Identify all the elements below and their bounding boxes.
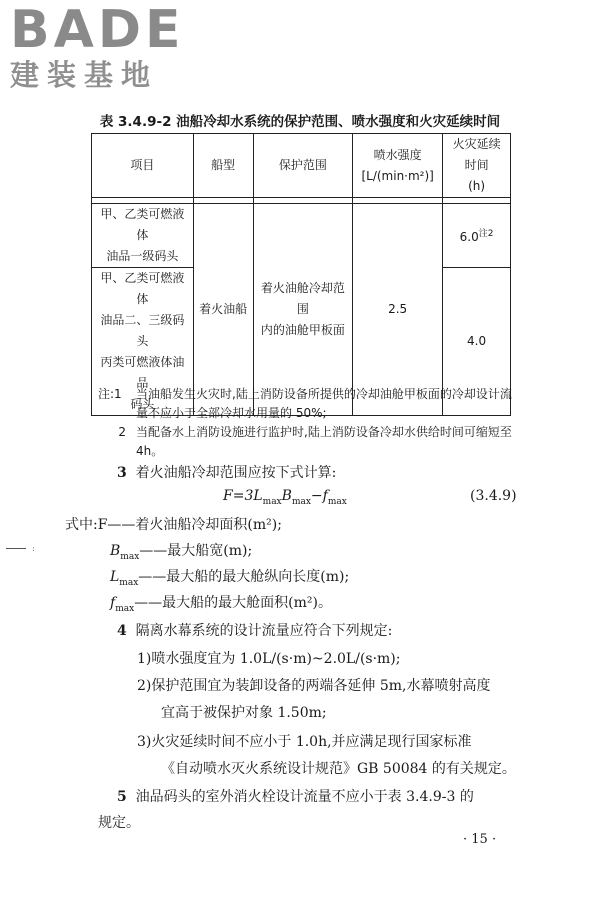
clause-4-number: 4	[117, 623, 127, 639]
row1-duration-note: 注2	[478, 228, 494, 239]
header-intensity	[353, 134, 443, 198]
row1-item-l2: 油品一级码头	[106, 249, 179, 263]
margin-dot: :	[32, 544, 35, 553]
clause-5	[117, 786, 474, 806]
row1-duration-value: 6.0	[459, 229, 479, 244]
note-1	[98, 385, 518, 423]
note-1-line1: 当油船发生火灾时,陆上消防设备所提供的冷却油舱甲板面的冷却设计流	[136, 387, 512, 401]
page-number: · 15 ·	[463, 832, 497, 847]
logo-subtitle: 建装基地	[10, 58, 159, 92]
header-intensity-l1: 喷水强度	[373, 147, 422, 162]
logo-word: BADE	[10, 0, 185, 60]
header-item: 项目	[92, 134, 194, 198]
clause-5-number: 5	[117, 789, 127, 805]
scope-l2: 内的油舱甲板面	[260, 323, 345, 337]
intensity-cell: 2.5	[353, 204, 443, 416]
row1-item-l1: 甲、乙类可燃液体	[100, 207, 185, 242]
row1-duration	[443, 204, 511, 268]
def-fmax: $f_{max}——$最大船的最大舱面积(m²)。	[110, 595, 332, 614]
clause-3-text: 着火油船冷却范围应按下式计算:	[135, 465, 337, 481]
margin-mark	[6, 548, 26, 549]
clause-3	[117, 462, 336, 482]
clause-5-text: 油品码头的室外消火栓设计流量不应小于表 3.4.9-3 的	[135, 789, 474, 805]
header-duration-l2: (h)	[468, 179, 486, 193]
table-notes	[98, 385, 518, 461]
row1-item	[92, 204, 194, 268]
header-duration	[443, 134, 511, 198]
def-lmax: $L_{max}——$最大船的最大舱纵向长度(m);	[110, 569, 350, 588]
spec-table	[91, 133, 511, 416]
row2-item-l1: 甲、乙类可燃液体	[100, 271, 185, 306]
ship-type-cell: 着火油船	[193, 204, 253, 416]
row2-item-l2: 油品二、三级码头	[100, 313, 185, 348]
clause-4	[117, 620, 392, 640]
header-ship-type: 船型	[193, 134, 253, 198]
clause-4-3-line1: 3)火灾延续时间不应小于 1.0h,并应满足现行国家标准	[137, 734, 472, 750]
clause-4-text: 隔离水幕系统的设计流量应符合下列规定:	[135, 623, 393, 639]
note-2-line2: 4h。	[136, 444, 164, 458]
note-2-line1: 当配备水上消防设施进行监护时,陆上消防设备冷却水供给时间可缩短至	[136, 425, 512, 439]
header-intensity-l2: [L/(min·m²)]	[361, 168, 434, 183]
row2-item-l3: 丙类可燃液体油品	[100, 355, 185, 390]
note-1-line2: 量不应小于全部冷却水用量的 50%;	[136, 406, 327, 420]
table-row	[92, 204, 511, 268]
formula: $F=3L_{max}B_{max}-f_{max}$	[223, 488, 347, 507]
clause-3-number: 3	[117, 465, 127, 481]
formula-number: (3.4.9)	[470, 488, 517, 504]
table-header-row	[92, 134, 511, 198]
where-intro: 式中:F——着火油船冷却面积(m²);	[65, 517, 282, 533]
clause-4-1: 1)喷水强度宜为 1.0L/(s·m)~2.0L/(s·m);	[137, 651, 401, 667]
clause-4-2-line2: 宜高于被保护对象 1.50m;	[161, 705, 327, 721]
note-2	[98, 423, 518, 461]
def-bmax-text: ——最大船宽(m);	[139, 543, 253, 559]
header-duration-l1: 火灾延续时间	[452, 137, 501, 172]
watermark-logo	[10, 0, 185, 92]
table-title: 表 3.4.9-2 油船冷却水系统的保护范围、喷水强度和火灾延续时间	[99, 114, 501, 130]
row2-duration: 4.0	[443, 268, 511, 416]
def-lmax-text: ——最大船的最大舱纵向长度(m);	[138, 569, 350, 585]
note-2-label: 2	[118, 425, 126, 439]
clause-4-2-line1: 2)保护范围宜为装卸设备的两端各延伸 5m,水幕喷射高度	[137, 678, 491, 694]
note-1-label: 注:1	[98, 387, 122, 401]
header-scope: 保护范围	[253, 134, 353, 198]
scope-l1: 着火油舱冷却范围	[260, 281, 345, 316]
clause-5-line2: 规定。	[98, 815, 140, 831]
scope-cell	[253, 204, 353, 416]
clause-4-3-line2: 《自动喷水灭火系统设计规范》GB 50084 的有关规定。	[161, 761, 516, 777]
def-bmax: $B_{max}——$最大船宽(m);	[110, 543, 253, 562]
def-fmax-text: ——最大船的最大舱面积(m²)。	[134, 595, 332, 611]
row2-item-l4: 码头	[130, 397, 155, 411]
